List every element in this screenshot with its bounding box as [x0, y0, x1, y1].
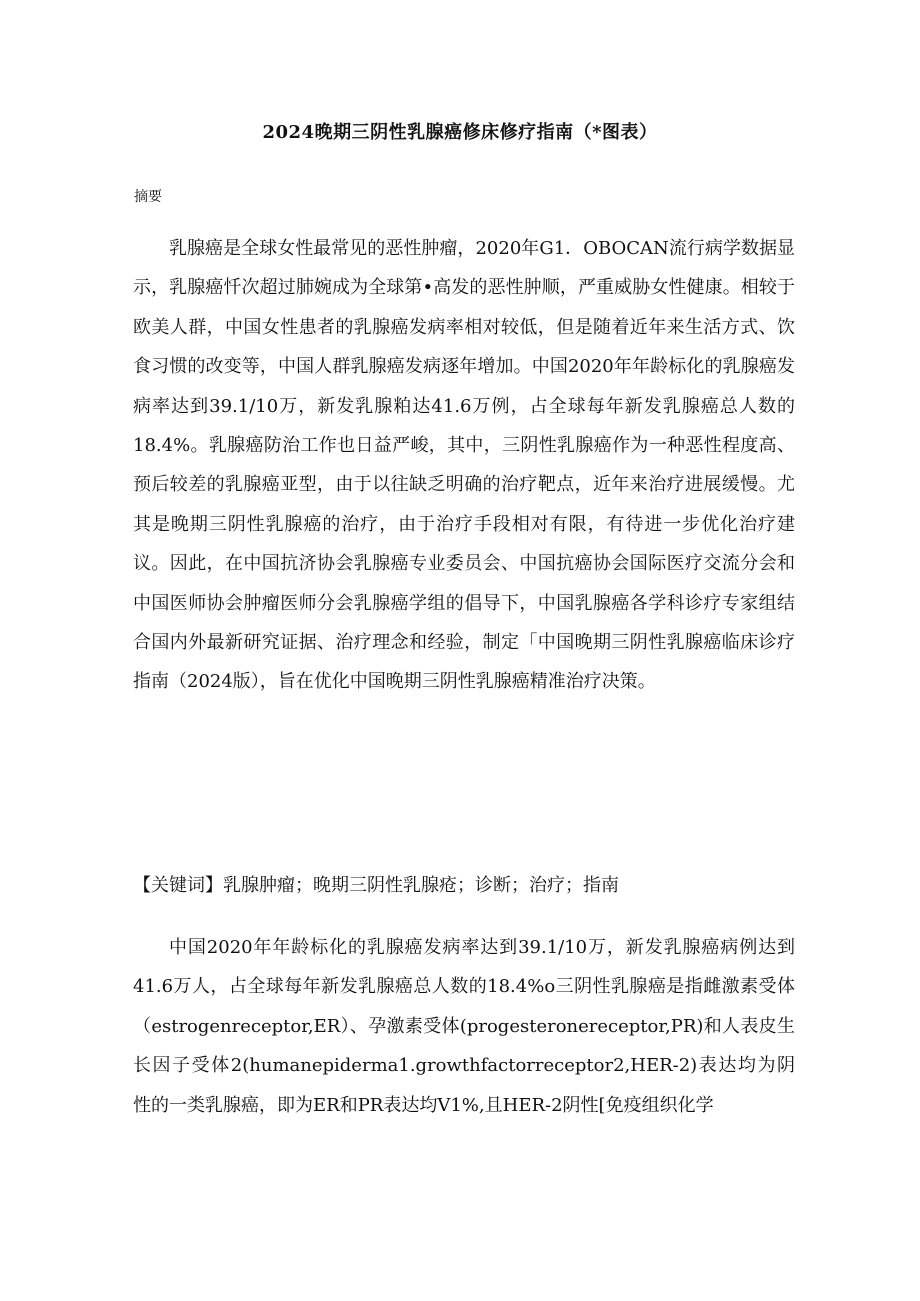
keywords-line: 【关键词】乳腺肿瘤；晚期三阴性乳腺疮；诊断；治疗；指南	[133, 875, 619, 896]
body-paragraph: 中国2020年年龄标化的乳腺癌发病率达到39.1/10万，新发乳腺癌病例达到41.6万人，占全球每年新发乳腺癌总人数的18.4%o三阴性乳腺癌是指雌激素受体（estrogenreceptor,ER）、孕激素受体(progesteronereceptor,PR)和人表皮生长因子受体2(humanepiderma1.growthfactorreceptor2,HER-2)表达均为阴性的一类乳腺癌，即为ER和PR表达均V1%,且HER-2阴性[免疫组织化学	[133, 937, 795, 1116]
document-title: 2024晚期三阴性乳腺癌修床修疗指南（*图表）	[262, 122, 658, 143]
abstract-paragraph: 乳腺癌是全球女性最常见的恶性肿瘤，2020年G1．OBOCAN流行病学数据显示，乳腺癌忏次超过肺婉成为全球第•高发的恶性肿顺，严重威胁女性健康。相较于欧美人群，中国女性患者的乳腺癌发病率相对较低，但是随着近年来生活方式、饮食习惯的改变等，中国人群乳腺癌发病逐年增加。中国2020年年龄标化的乳腺癌发病率达到39.1/10万，新发乳腺粕达41.6万例，占全球每年新发乳腺癌总人数的18.4%。乳腺癌防治工作也日益严峻，其中，三阴性乳腺癌作为一种恶性程度高、预后较差的乳腺癌亚型，由于以往缺乏明确的治疗靶点，近年来治疗进展缓慢。尤其是晚期三阴性乳腺癌的治疗，由于治疗手段相对有限，有待进一步优化治疗建议。因此，在中国抗济协会乳腺癌专业委员会、中国抗癌协会国际医疗交流分会和中国医师协会肿瘤医师分会乳腺癌学组的倡导下，中国乳腺癌各学科诊疗专家组结合国内外最新研究证据、治疗理念和经验，制定「中国晚期三阴性乳腺癌临床诊疗指南（2024版），旨在优化中国晚期三阴性乳腺癌精准治疗决策。	[133, 238, 795, 693]
abstract-heading: 摘要	[134, 189, 162, 205]
